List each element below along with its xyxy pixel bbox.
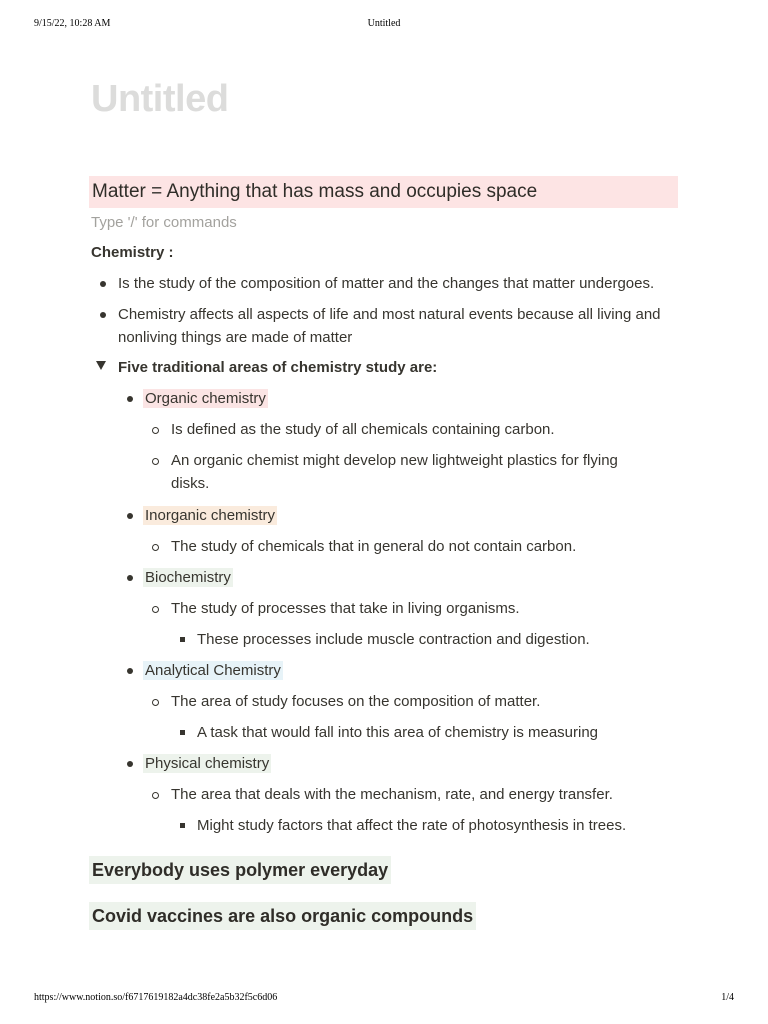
print-doc-title: Untitled [367, 18, 401, 29]
page-title[interactable]: Untitled [91, 78, 229, 120]
physical-sub-1: The area that deals with the mechanism, rate, and energy transfer. [171, 786, 613, 803]
organic-sub-2-line1: An organic chemist might develop new lightweight plastics for flying [171, 452, 618, 469]
print-url: https://www.notion.so/f6717619182a4dc38fe2a5b32f5c6d06 [34, 992, 278, 1003]
circle-bullet-icon [152, 792, 159, 799]
print-footer [34, 992, 734, 1006]
bullet-dot [127, 513, 133, 519]
print-header [34, 18, 734, 32]
bullet-definition: Is the study of the composition of matter and the changes that matter undergoes. [118, 275, 655, 292]
area-organic-label: Organic chemistry [145, 390, 266, 407]
bullet-dot [127, 668, 133, 674]
circle-bullet-icon [152, 699, 159, 706]
toggle-heading[interactable]: Five traditional areas of chemistry study are: [118, 359, 438, 376]
biochemistry-subsub-1: These processes include muscle contraction and digestion. [197, 631, 590, 648]
area-organic [145, 387, 268, 410]
command-placeholder[interactable]: Type '/' for commands [91, 214, 237, 231]
square-bullet-icon [180, 823, 185, 828]
circle-bullet-icon [152, 458, 159, 465]
heading-matter[interactable]: Matter = Anything that has mass and occupies space [89, 176, 678, 208]
bullet-dot [100, 312, 106, 318]
analytical-sub-1: The area of study focuses on the composition of matter. [171, 693, 541, 710]
heading-covid[interactable]: Covid vaccines are also organic compounds [89, 902, 476, 930]
square-bullet-icon [180, 637, 185, 642]
print-timestamp: 9/15/22, 10:28 AM [34, 18, 111, 29]
area-analytical [145, 659, 283, 682]
area-inorganic-label: Inorganic chemistry [145, 507, 276, 524]
heading-polymer[interactable]: Everybody uses polymer everyday [89, 856, 391, 884]
area-physical-label: Physical chemistry [145, 755, 270, 772]
organic-sub-1: Is defined as the study of all chemicals containing carbon. [171, 421, 555, 438]
circle-bullet-icon [152, 606, 159, 613]
bullet-dot [127, 761, 133, 767]
physical-subsub-1: Might study factors that affect the rate of photosynthesis in trees. [197, 817, 627, 834]
toggle-triangle-icon[interactable] [96, 361, 106, 370]
inorganic-sub-1: The study of chemicals that in general do not contain carbon. [171, 538, 577, 555]
area-analytical-label: Analytical Chemistry [145, 662, 281, 679]
print-page-number: 1/4 [721, 992, 734, 1003]
bullet-effects-line1: Chemistry affects all aspects of life and most natural events because all living and [118, 306, 661, 323]
bullet-dot [127, 575, 133, 581]
area-biochemistry [145, 566, 233, 589]
bullet-dot [127, 396, 133, 402]
circle-bullet-icon [152, 544, 159, 551]
bullet-effects-line2: nonliving things are made of matter [118, 329, 353, 346]
chemistry-label: Chemistry : [91, 244, 174, 261]
area-inorganic [145, 504, 277, 527]
bullet-dot [100, 281, 106, 287]
circle-bullet-icon [152, 427, 159, 434]
area-physical [145, 752, 271, 775]
square-bullet-icon [180, 730, 185, 735]
analytical-subsub-1: A task that would fall into this area of chemistry is measuring [197, 724, 599, 741]
area-biochemistry-label: Biochemistry [145, 569, 231, 586]
biochemistry-sub-1: The study of processes that take in living organisms. [171, 600, 520, 617]
organic-sub-2-line2: disks. [171, 475, 210, 492]
